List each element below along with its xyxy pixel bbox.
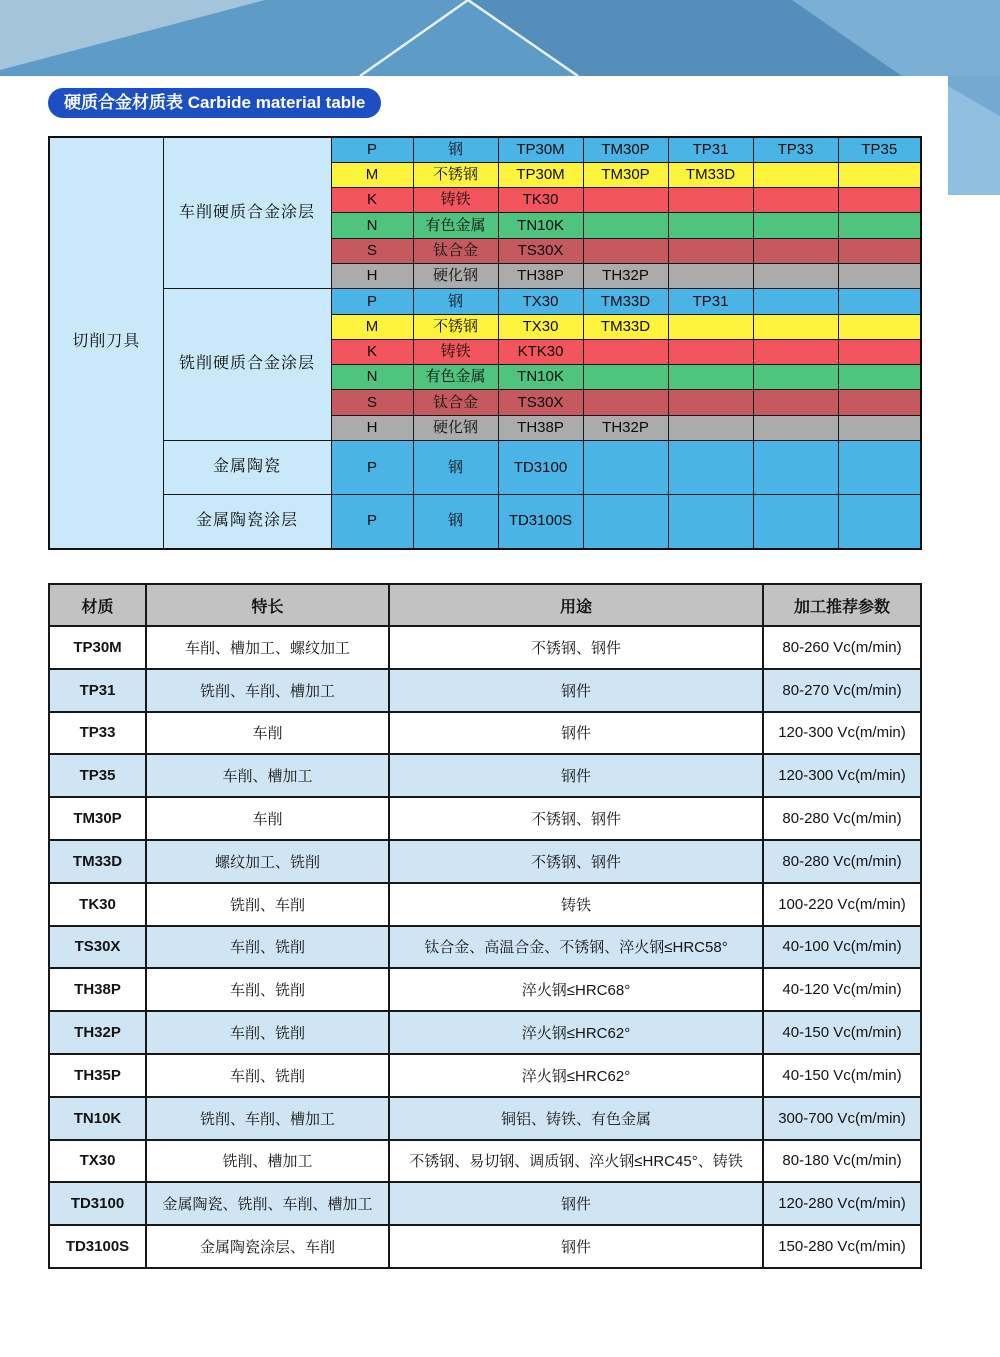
spec-row bbox=[49, 1054, 921, 1097]
workpiece-cell: 不锈钢 bbox=[413, 314, 498, 339]
iso-class-cell: S bbox=[331, 238, 413, 263]
workpiece-cell: 硬化钢 bbox=[413, 415, 498, 440]
usage-cell: 钢件 bbox=[389, 669, 763, 712]
feature-cell: 车削、铣削 bbox=[146, 926, 389, 969]
material-code-cell: TH35P bbox=[49, 1054, 146, 1097]
grade-code-cell bbox=[753, 365, 838, 390]
spec-row bbox=[49, 626, 921, 669]
param-cell: 120-300 Vc(m/min) bbox=[763, 712, 921, 755]
feature-cell: 铣削、车削、槽加工 bbox=[146, 1097, 389, 1140]
workpiece-cell: 有色金属 bbox=[413, 365, 498, 390]
grade-code-cell bbox=[583, 495, 668, 549]
param-cell: 120-280 Vc(m/min) bbox=[763, 1182, 921, 1225]
grade-code-cell: TM33D bbox=[583, 314, 668, 339]
feature-cell: 螺纹加工、铣削 bbox=[146, 840, 389, 883]
workpiece-cell: 硬化钢 bbox=[413, 263, 498, 288]
grade-code-cell: TM33D bbox=[668, 162, 753, 187]
iso-class-cell: N bbox=[331, 213, 413, 238]
iso-class-cell: K bbox=[331, 188, 413, 213]
grade-code-cell bbox=[838, 390, 921, 415]
param-cell: 40-150 Vc(m/min) bbox=[763, 1011, 921, 1054]
material-code-cell: TP31 bbox=[49, 669, 146, 712]
feature-cell: 金属陶瓷涂层、车削 bbox=[146, 1225, 389, 1268]
coating-group-cell: 车削硬质合金涂层 bbox=[163, 137, 331, 289]
usage-cell: 铸铁 bbox=[389, 883, 763, 926]
grade-code-cell bbox=[668, 263, 753, 288]
grade-code-cell bbox=[838, 263, 921, 288]
grade-code-cell bbox=[753, 238, 838, 263]
grade-code-cell bbox=[838, 495, 921, 549]
material-code-cell: TS30X bbox=[49, 926, 146, 969]
workpiece-cell: 钢 bbox=[413, 441, 498, 495]
column-header: 特长 bbox=[146, 584, 389, 626]
grade-code-cell bbox=[838, 441, 921, 495]
spec-row bbox=[49, 883, 921, 926]
workpiece-cell: 铸铁 bbox=[413, 339, 498, 364]
carbide-row bbox=[49, 137, 921, 162]
iso-class-cell: M bbox=[331, 162, 413, 187]
grade-code-cell bbox=[838, 365, 921, 390]
feature-cell: 车削 bbox=[146, 797, 389, 840]
grade-code-cell: TP30M bbox=[498, 137, 583, 162]
feature-cell: 车削、槽加工、螺纹加工 bbox=[146, 626, 389, 669]
grade-code-cell bbox=[753, 263, 838, 288]
column-header: 加工推荐参数 bbox=[763, 584, 921, 626]
spec-row bbox=[49, 1097, 921, 1140]
grade-code-cell bbox=[583, 390, 668, 415]
spec-row bbox=[49, 754, 921, 797]
spec-row bbox=[49, 1011, 921, 1054]
grade-code-cell: TN10K bbox=[498, 213, 583, 238]
param-cell: 40-100 Vc(m/min) bbox=[763, 926, 921, 969]
iso-class-cell: P bbox=[331, 495, 413, 549]
grade-code-cell: TP31 bbox=[668, 137, 753, 162]
workpiece-cell: 钛合金 bbox=[413, 390, 498, 415]
grade-code-cell: TP33 bbox=[753, 137, 838, 162]
feature-cell: 车削 bbox=[146, 712, 389, 755]
grade-code-cell: TH38P bbox=[498, 415, 583, 440]
usage-cell: 淬火钢≤HRC68° bbox=[389, 968, 763, 1011]
grade-code-cell bbox=[753, 441, 838, 495]
param-cell: 150-280 Vc(m/min) bbox=[763, 1225, 921, 1268]
grade-code-cell: TX30 bbox=[498, 314, 583, 339]
grade-code-cell: TM30P bbox=[583, 137, 668, 162]
iso-class-cell: P bbox=[331, 441, 413, 495]
grade-code-cell bbox=[753, 162, 838, 187]
grade-code-cell bbox=[753, 188, 838, 213]
grade-code-cell bbox=[838, 289, 921, 314]
grade-code-cell bbox=[583, 188, 668, 213]
workpiece-cell: 钢 bbox=[413, 495, 498, 549]
grade-code-cell bbox=[668, 188, 753, 213]
iso-class-cell: M bbox=[331, 314, 413, 339]
spec-row bbox=[49, 968, 921, 1011]
param-cell: 40-120 Vc(m/min) bbox=[763, 968, 921, 1011]
grade-code-cell bbox=[583, 441, 668, 495]
grade-code-cell bbox=[583, 213, 668, 238]
grade-code-cell: TH32P bbox=[583, 263, 668, 288]
feature-cell: 车削、铣削 bbox=[146, 968, 389, 1011]
spec-row bbox=[49, 1182, 921, 1225]
usage-cell: 不锈钢、钢件 bbox=[389, 840, 763, 883]
carbide-row bbox=[49, 289, 921, 314]
material-code-cell: TM30P bbox=[49, 797, 146, 840]
usage-cell: 钢件 bbox=[389, 712, 763, 755]
column-header: 材质 bbox=[49, 584, 146, 626]
feature-cell: 铣削、车削、槽加工 bbox=[146, 669, 389, 712]
iso-class-cell: P bbox=[331, 137, 413, 162]
grade-code-cell bbox=[838, 238, 921, 263]
param-cell: 100-220 Vc(m/min) bbox=[763, 883, 921, 926]
spec-row bbox=[49, 1225, 921, 1268]
workpiece-cell: 不锈钢 bbox=[413, 162, 498, 187]
grade-code-cell bbox=[753, 289, 838, 314]
iso-class-cell: H bbox=[331, 263, 413, 288]
material-code-cell: TD3100 bbox=[49, 1182, 146, 1225]
grade-code-cell bbox=[838, 415, 921, 440]
iso-class-cell: N bbox=[331, 365, 413, 390]
spec-row bbox=[49, 797, 921, 840]
feature-cell: 金属陶瓷、铣削、车削、槽加工 bbox=[146, 1182, 389, 1225]
carbide-material-table bbox=[48, 136, 922, 550]
material-code-cell: TP33 bbox=[49, 712, 146, 755]
usage-cell: 钢件 bbox=[389, 1182, 763, 1225]
grade-code-cell: TS30X bbox=[498, 390, 583, 415]
spec-row bbox=[49, 712, 921, 755]
param-cell: 120-300 Vc(m/min) bbox=[763, 754, 921, 797]
feature-cell: 铣削、车削 bbox=[146, 883, 389, 926]
grade-code-cell: TX30 bbox=[498, 289, 583, 314]
grade-code-cell bbox=[838, 339, 921, 364]
grade-code-cell: TS30X bbox=[498, 238, 583, 263]
grade-code-cell bbox=[753, 390, 838, 415]
spec-row bbox=[49, 840, 921, 883]
param-cell: 80-180 Vc(m/min) bbox=[763, 1140, 921, 1183]
material-code-cell: TD3100S bbox=[49, 1225, 146, 1268]
material-code-cell: TP35 bbox=[49, 754, 146, 797]
iso-class-cell: K bbox=[331, 339, 413, 364]
material-code-cell: TH38P bbox=[49, 968, 146, 1011]
param-cell: 40-150 Vc(m/min) bbox=[763, 1054, 921, 1097]
grade-code-cell bbox=[668, 415, 753, 440]
spec-row bbox=[49, 926, 921, 969]
grade-code-cell bbox=[838, 314, 921, 339]
material-code-cell: TM33D bbox=[49, 840, 146, 883]
grade-code-cell bbox=[838, 162, 921, 187]
column-header: 用途 bbox=[389, 584, 763, 626]
grade-code-cell bbox=[583, 339, 668, 364]
grade-code-cell bbox=[753, 339, 838, 364]
grade-code-cell bbox=[753, 213, 838, 238]
material-code-cell: TK30 bbox=[49, 883, 146, 926]
feature-cell: 铣削、槽加工 bbox=[146, 1140, 389, 1183]
param-cell: 80-270 Vc(m/min) bbox=[763, 669, 921, 712]
page-title: 硬质合金材质表 Carbide material table bbox=[48, 88, 381, 118]
usage-cell: 不锈钢、易切钢、调质钢、淬火钢≤HRC45°、铸铁 bbox=[389, 1140, 763, 1183]
param-cell: 80-280 Vc(m/min) bbox=[763, 840, 921, 883]
workpiece-cell: 有色金属 bbox=[413, 213, 498, 238]
workpiece-cell: 钢 bbox=[413, 137, 498, 162]
material-code-cell: TN10K bbox=[49, 1097, 146, 1140]
grade-code-cell: KTK30 bbox=[498, 339, 583, 364]
grade-code-cell bbox=[668, 441, 753, 495]
usage-cell: 钛合金、高温合金、不锈钢、淬火钢≤HRC58° bbox=[389, 926, 763, 969]
grade-code-cell: TH32P bbox=[583, 415, 668, 440]
tool-category-cell: 切削刀具 bbox=[49, 137, 163, 549]
iso-class-cell: P bbox=[331, 289, 413, 314]
carbide-row bbox=[49, 441, 921, 495]
param-cell: 80-280 Vc(m/min) bbox=[763, 797, 921, 840]
spec-header-row bbox=[49, 584, 921, 626]
grade-code-cell bbox=[583, 238, 668, 263]
grade-code-cell: TP30M bbox=[498, 162, 583, 187]
grade-code-cell bbox=[838, 188, 921, 213]
carbide-row bbox=[49, 495, 921, 549]
usage-cell: 不锈钢、钢件 bbox=[389, 626, 763, 669]
grade-code-cell: TM30P bbox=[583, 162, 668, 187]
workpiece-cell: 钛合金 bbox=[413, 238, 498, 263]
feature-cell: 车削、槽加工 bbox=[146, 754, 389, 797]
grade-code-cell bbox=[838, 213, 921, 238]
material-code-cell: TH32P bbox=[49, 1011, 146, 1054]
grade-code-cell: TM33D bbox=[583, 289, 668, 314]
param-cell: 80-260 Vc(m/min) bbox=[763, 626, 921, 669]
usage-cell: 淬火钢≤HRC62° bbox=[389, 1054, 763, 1097]
grade-code-cell bbox=[668, 339, 753, 364]
grade-code-cell bbox=[753, 415, 838, 440]
grade-code-cell: TH38P bbox=[498, 263, 583, 288]
grade-code-cell: TD3100 bbox=[498, 441, 583, 495]
grade-code-cell bbox=[668, 314, 753, 339]
grade-code-cell bbox=[583, 365, 668, 390]
grade-code-cell bbox=[668, 390, 753, 415]
spec-row bbox=[49, 1140, 921, 1183]
grade-code-cell bbox=[668, 365, 753, 390]
coating-group-cell: 金属陶瓷 bbox=[163, 441, 331, 495]
grade-code-cell bbox=[753, 495, 838, 549]
iso-class-cell: S bbox=[331, 390, 413, 415]
workpiece-cell: 铸铁 bbox=[413, 188, 498, 213]
spec-row bbox=[49, 669, 921, 712]
usage-cell: 淬火钢≤HRC62° bbox=[389, 1011, 763, 1054]
usage-cell: 铜铝、铸铁、有色金属 bbox=[389, 1097, 763, 1140]
grade-code-cell: TK30 bbox=[498, 188, 583, 213]
grade-code-cell bbox=[668, 213, 753, 238]
coating-group-cell: 金属陶瓷涂层 bbox=[163, 495, 331, 549]
material-code-cell: TP30M bbox=[49, 626, 146, 669]
usage-cell: 钢件 bbox=[389, 754, 763, 797]
banner-decoration bbox=[0, 0, 1000, 76]
grade-code-cell: TD3100S bbox=[498, 495, 583, 549]
material-code-cell: TX30 bbox=[49, 1140, 146, 1183]
param-cell: 300-700 Vc(m/min) bbox=[763, 1097, 921, 1140]
usage-cell: 钢件 bbox=[389, 1225, 763, 1268]
grade-code-cell bbox=[668, 495, 753, 549]
workpiece-cell: 钢 bbox=[413, 289, 498, 314]
grade-code-cell bbox=[753, 314, 838, 339]
grade-code-cell: TP31 bbox=[668, 289, 753, 314]
usage-cell: 不锈钢、钢件 bbox=[389, 797, 763, 840]
corner-decoration bbox=[948, 76, 1000, 195]
grade-code-cell bbox=[668, 238, 753, 263]
iso-class-cell: H bbox=[331, 415, 413, 440]
grade-code-cell: TN10K bbox=[498, 365, 583, 390]
feature-cell: 车削、铣削 bbox=[146, 1011, 389, 1054]
coating-group-cell: 铣削硬质合金涂层 bbox=[163, 289, 331, 441]
grade-code-cell: TP35 bbox=[838, 137, 921, 162]
feature-cell: 车削、铣削 bbox=[146, 1054, 389, 1097]
material-spec-table bbox=[48, 583, 922, 1269]
